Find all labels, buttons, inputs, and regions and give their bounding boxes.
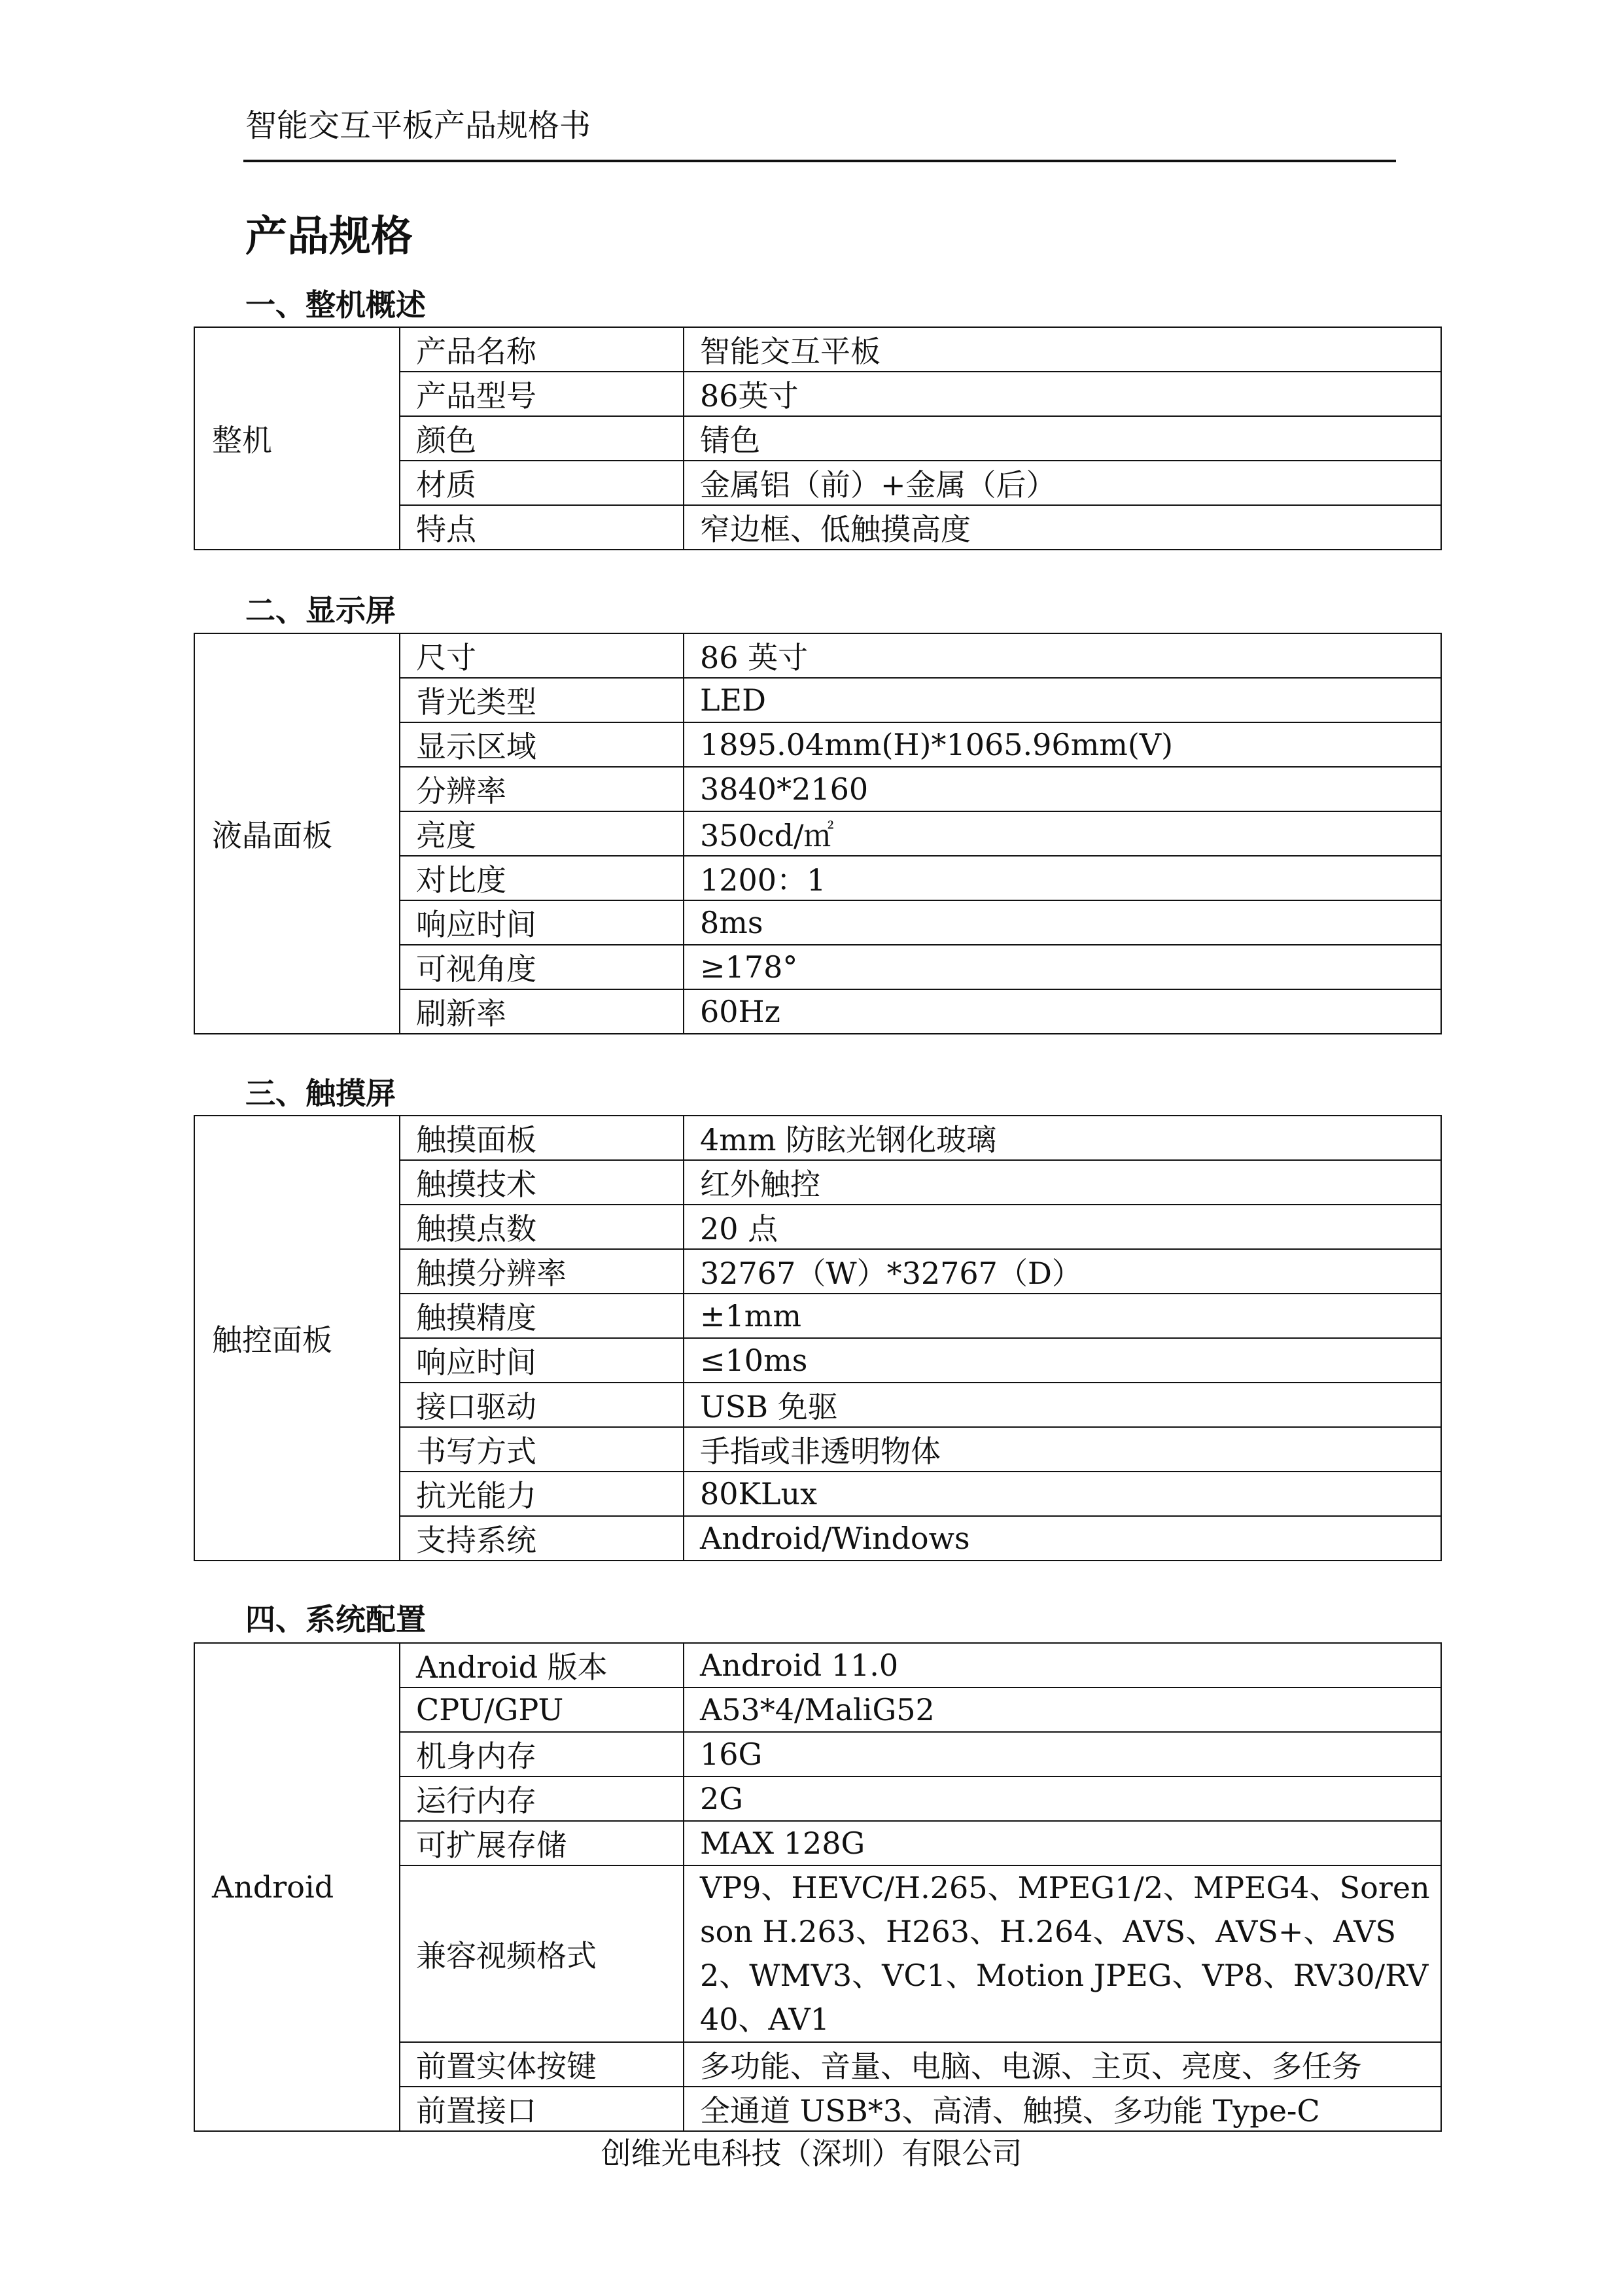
spec-name: 触摸技术 <box>400 1160 684 1205</box>
spec-name: 书写方式 <box>400 1427 684 1472</box>
spec-name: 支持系统 <box>400 1516 684 1561</box>
spec-name: 材质 <box>400 461 684 505</box>
spec-name: 兼容视频格式 <box>400 1865 684 2042</box>
group-label: Android <box>194 1643 400 2131</box>
spec-value: 3840*2160 <box>684 767 1441 811</box>
spec-value: 多功能、音量、电脑、电源、主页、亮度、多任务 <box>684 2042 1441 2087</box>
spec-name: 对比度 <box>400 856 684 900</box>
spec-value: ±1mm <box>684 1294 1441 1338</box>
spec-value: 金属铝（前）+金属（后） <box>684 461 1441 505</box>
spec-table-overview <box>194 327 1442 550</box>
spec-value: VP9、HEVC/H.265、MPEG1/2、MPEG4、Sorenson H.263、H263、H.264、AVS、AVS+、AVS2、WMV3、VC1、Motion JPEG、VP8、RV30/RV40、AV1 <box>684 1865 1441 2042</box>
header-divider <box>243 160 1396 162</box>
spec-name: CPU/GPU <box>400 1687 684 1732</box>
spec-value: 20 点 <box>684 1205 1441 1249</box>
spec-name: 触摸点数 <box>400 1205 684 1249</box>
spec-name: 响应时间 <box>400 900 684 945</box>
spec-name: 响应时间 <box>400 1338 684 1383</box>
spec-value: 全通道 USB*3、高清、触摸、多功能 Type-C <box>684 2087 1441 2131</box>
spec-name: 触摸分辨率 <box>400 1249 684 1294</box>
spec-value: 智能交互平板 <box>684 327 1441 372</box>
spec-name: 接口驱动 <box>400 1383 684 1427</box>
spec-name: 可视角度 <box>400 945 684 989</box>
group-label: 整机 <box>194 327 400 550</box>
spec-name: 刷新率 <box>400 989 684 1034</box>
spec-value: 2G <box>684 1776 1441 1821</box>
spec-name: 背光类型 <box>400 678 684 722</box>
spec-name: 前置接口 <box>400 2087 684 2131</box>
group-label: 触控面板 <box>194 1116 400 1561</box>
spec-table-display <box>194 633 1442 1034</box>
spec-name: 分辨率 <box>400 767 684 811</box>
spec-value: 1200：1 <box>684 856 1441 900</box>
spec-value: 红外触控 <box>684 1160 1441 1205</box>
spec-value: 1895.04mm(H)*1065.96mm(V) <box>684 722 1441 767</box>
spec-value: 锖色 <box>684 416 1441 461</box>
section-heading-touch: 三、触摸屏 <box>245 1076 396 1111</box>
spec-name: 触摸面板 <box>400 1116 684 1160</box>
spec-value: Android/Windows <box>684 1516 1441 1561</box>
spec-value: 32767（W）*32767（D） <box>684 1249 1441 1294</box>
spec-value: 手指或非透明物体 <box>684 1427 1441 1472</box>
spec-value: 350cd/㎡ <box>684 811 1441 856</box>
table-row <box>194 1116 1441 1160</box>
spec-value: 16G <box>684 1732 1441 1776</box>
spec-value: LED <box>684 678 1441 722</box>
spec-value: USB 免驱 <box>684 1383 1441 1427</box>
spec-value: 4mm 防眩光钢化玻璃 <box>684 1116 1441 1160</box>
spec-name: 前置实体按键 <box>400 2042 684 2087</box>
spec-name: 机身内存 <box>400 1732 684 1776</box>
spec-value: ≤10ms <box>684 1338 1441 1383</box>
spec-value: MAX 128G <box>684 1821 1441 1865</box>
spec-name: 产品名称 <box>400 327 684 372</box>
spec-name: 尺寸 <box>400 633 684 678</box>
section-heading-system: 四、系统配置 <box>245 1602 426 1637</box>
spec-name: 可扩展存储 <box>400 1821 684 1865</box>
table-row <box>194 327 1441 372</box>
spec-name: 抗光能力 <box>400 1472 684 1516</box>
table-row <box>194 1643 1441 1687</box>
spec-name: 触摸精度 <box>400 1294 684 1338</box>
spec-value: A53*4/MaliG52 <box>684 1687 1441 1732</box>
spec-name: 产品型号 <box>400 372 684 416</box>
spec-value: Android 11.0 <box>684 1643 1441 1687</box>
table-row <box>194 633 1441 678</box>
spec-table-touch <box>194 1115 1442 1561</box>
spec-name: 亮度 <box>400 811 684 856</box>
spec-value: 8ms <box>684 900 1441 945</box>
spec-table-system <box>194 1642 1442 2132</box>
section-heading-display: 二、显示屏 <box>245 593 396 628</box>
header-title: 智能交互平板产品规格书 <box>245 107 591 144</box>
group-label: 液晶面板 <box>194 633 400 1034</box>
spec-value: 86英寸 <box>684 372 1441 416</box>
footer-company: 创维光电科技（深圳）有限公司 <box>601 2136 1022 2171</box>
section-heading-overview: 一、整机概述 <box>245 287 426 323</box>
spec-value: 窄边框、低触摸高度 <box>684 505 1441 550</box>
spec-name: Android 版本 <box>400 1643 684 1687</box>
spec-name: 显示区域 <box>400 722 684 767</box>
spec-value: ≥178° <box>684 945 1441 989</box>
document-title: 产品规格 <box>245 213 413 261</box>
spec-name: 特点 <box>400 505 684 550</box>
spec-value: 86 英寸 <box>684 633 1441 678</box>
spec-name: 运行内存 <box>400 1776 684 1821</box>
spec-value: 80KLux <box>684 1472 1441 1516</box>
spec-value: 60Hz <box>684 989 1441 1034</box>
spec-name: 颜色 <box>400 416 684 461</box>
